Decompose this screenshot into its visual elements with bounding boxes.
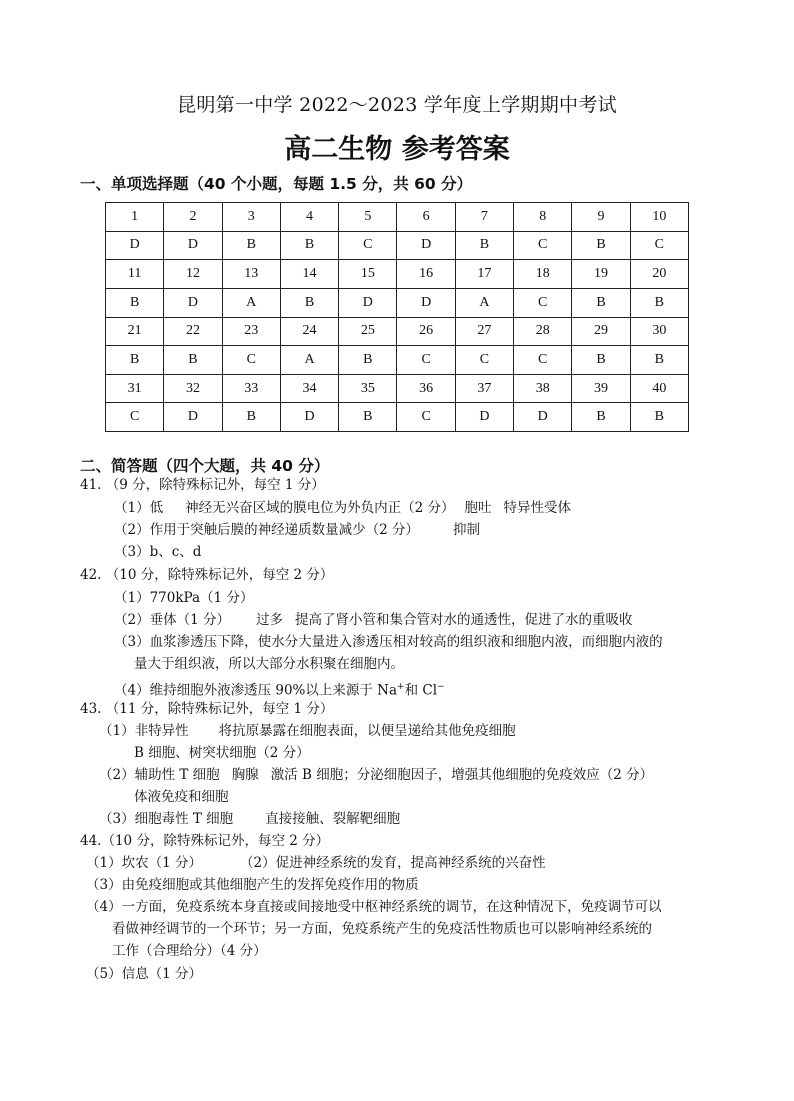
- question-number-cell: 21: [106, 317, 164, 346]
- answer-cell: A: [280, 346, 338, 375]
- answer-cell: C: [514, 346, 572, 375]
- question-number-row: [106, 260, 689, 289]
- page-title: 高二生物 参考答案: [284, 134, 510, 165]
- answer-cell: D: [455, 403, 513, 432]
- question-number-cell: 2: [164, 203, 222, 232]
- q41-answer-1: [114, 499, 571, 517]
- question-number-cell: 17: [455, 260, 513, 289]
- question-number-cell: 1: [106, 203, 164, 232]
- answer-cell: D: [514, 403, 572, 432]
- question-number-cell: 38: [514, 374, 572, 403]
- q43-answer-1: [99, 722, 516, 740]
- q43-answer-1-part-a: （1）非特异性: [99, 723, 189, 739]
- question-number-cell: 4: [280, 203, 338, 232]
- answer-cell: B: [572, 288, 630, 317]
- answer-cell: B: [222, 231, 280, 260]
- q43-answer-1-part-b: 将抗原暴露在细胞表面，以便呈递给其他免疫细胞: [218, 723, 516, 739]
- sodium-charge: +: [397, 682, 405, 692]
- question-number-cell: 36: [397, 374, 455, 403]
- question-number-cell: 40: [630, 374, 688, 403]
- q44-answer-1: （1）坎农（1 分）: [86, 855, 202, 871]
- q43-answer-2-line-2: 体液免疫和细胞: [134, 789, 229, 805]
- question-number-cell: 29: [572, 317, 630, 346]
- answer-key-row: [106, 288, 689, 317]
- answer-cell: C: [397, 403, 455, 432]
- q44-answer-2: （2）促进神经系统的发育，提高神经系统的兴奋性: [239, 855, 546, 871]
- question-number-cell: 24: [280, 317, 338, 346]
- question-number-cell: 27: [455, 317, 513, 346]
- answer-cell: C: [455, 346, 513, 375]
- q43-answer-2: [99, 766, 653, 784]
- question-number-cell: 19: [572, 260, 630, 289]
- question-number-cell: 18: [514, 260, 572, 289]
- question-number-cell: 32: [164, 374, 222, 403]
- q44-answer-4-line-3: 工作（合理给分）（4 分）: [112, 943, 267, 959]
- answer-cell: A: [455, 288, 513, 317]
- answer-cell: C: [222, 346, 280, 375]
- answer-key-row: [106, 346, 689, 375]
- q42-answer-4-text-b: 和 Cl: [404, 682, 438, 699]
- q41-answer-1-part-b: 神经无兴奋区域的膜电位为外负内正（2 分）: [185, 500, 455, 516]
- question-number-cell: 6: [397, 203, 455, 232]
- question-number-cell: 9: [572, 203, 630, 232]
- answer-cell: B: [339, 346, 397, 375]
- question-number-cell: 8: [514, 203, 572, 232]
- q44-answer-5: （5）信息（1 分）: [86, 966, 202, 982]
- q44-heading: 44.（10 分，除特殊标记外，每空 2 分）: [80, 833, 330, 849]
- q43-answer-2-part-a: （2）辅助性 T 细胞: [99, 767, 220, 783]
- answer-key-row: [106, 403, 689, 432]
- answer-cell: C: [106, 403, 164, 432]
- answer-cell: B: [106, 346, 164, 375]
- question-number-cell: 20: [630, 260, 688, 289]
- answer-cell: B: [222, 403, 280, 432]
- answer-cell: D: [106, 231, 164, 260]
- answer-key-row: [106, 231, 689, 260]
- question-number-cell: 25: [339, 317, 397, 346]
- q41-answer-3: （3）b、c、d: [114, 544, 202, 560]
- answer-cell: D: [164, 288, 222, 317]
- question-number-row: [106, 203, 689, 232]
- answer-cell: D: [280, 403, 338, 432]
- question-number-cell: 12: [164, 260, 222, 289]
- q41-answer-1-part-d: 特异性受体: [503, 500, 571, 516]
- q42-heading: 42. （10 分，除特殊标记外，每空 2 分）: [80, 567, 334, 583]
- q44-answer-4-line-1: （4）一方面，免疫系统本身直接或间接地受中枢神经系统的调节，在这种情况下，免疫调节可以: [86, 899, 662, 915]
- section2-heading: 二、简答题（四个大题，共 40 分）: [80, 457, 330, 475]
- q41-answer-2-part-b: 抑制: [452, 522, 480, 538]
- q44-answers-1-2: [86, 854, 546, 872]
- q42-answer-1: （1）770kPa（1 分）: [114, 590, 254, 606]
- answer-cell: D: [164, 231, 222, 260]
- question-number-row: [106, 317, 689, 346]
- q43-answer-2-part-c: 激活 B 细胞；分泌细胞因子，增强其他细胞的免疫效应（2 分）: [270, 767, 654, 783]
- answer-cell: D: [397, 231, 455, 260]
- q43-answer-3: [99, 810, 400, 828]
- answer-cell: B: [339, 403, 397, 432]
- answer-cell: B: [455, 231, 513, 260]
- q42-answer-2: [114, 611, 632, 629]
- question-number-cell: 22: [164, 317, 222, 346]
- question-number-cell: 7: [455, 203, 513, 232]
- question-number-cell: 3: [222, 203, 280, 232]
- answer-cell: B: [280, 288, 338, 317]
- answer-cell: C: [339, 231, 397, 260]
- q42-answer-2-part-a: （2）垂体（1 分）: [114, 612, 230, 628]
- question-number-cell: 28: [514, 317, 572, 346]
- q41-answer-1-part-c: 胞吐: [464, 500, 492, 516]
- answer-cell: B: [280, 231, 338, 260]
- answer-cell: C: [630, 231, 688, 260]
- q44-answer-3: （3）由免疫细胞或其他细胞产生的发挥免疫作用的物质: [86, 877, 419, 893]
- question-number-cell: 39: [572, 374, 630, 403]
- answer-cell: B: [106, 288, 164, 317]
- q41-answer-1-part-a: （1）低: [114, 500, 164, 516]
- question-number-cell: 13: [222, 260, 280, 289]
- question-number-cell: 10: [630, 203, 688, 232]
- answer-cell: C: [397, 346, 455, 375]
- q41-answer-2: [114, 521, 480, 539]
- answer-cell: B: [630, 403, 688, 432]
- answer-cell: B: [164, 346, 222, 375]
- question-number-cell: 35: [339, 374, 397, 403]
- q43-answer-3-part-a: （3）细胞毒性 T 细胞: [99, 811, 234, 827]
- question-number-cell: 31: [106, 374, 164, 403]
- q42-answer-2-part-c: 提高了肾小管和集合管对水的通透性，促进了水的重吸收: [294, 612, 633, 628]
- answer-cell: B: [572, 231, 630, 260]
- question-number-cell: 34: [280, 374, 338, 403]
- q42-answer-3-line-1: （3）血浆渗透压下降，使水分大量进入渗透压相对较高的组织液和细胞内液，而细胞内液的: [114, 634, 663, 650]
- question-number-cell: 11: [106, 260, 164, 289]
- answer-cell: D: [339, 288, 397, 317]
- q43-answer-1-line-2: B 细胞、树突状细胞（2 分）: [134, 745, 310, 761]
- answer-cell: B: [630, 346, 688, 375]
- answer-cell: B: [630, 288, 688, 317]
- answer-table: [105, 202, 689, 432]
- q41-heading: 41. （9 分，除特殊标记外，每空 1 分）: [80, 477, 325, 493]
- q43-answer-3-part-b: 直接接触、裂解靶细胞: [265, 811, 401, 827]
- q42-answer-4: [114, 678, 445, 700]
- q43-answer-2-part-b: 胸腺: [231, 767, 259, 783]
- q41-answer-2-part-a: （2）作用于突触后膜的神经递质数量减少（2 分）: [114, 522, 419, 538]
- school-exam-line: 昆明第一中学 2022～2023 学年度上学期期中考试: [177, 94, 617, 116]
- section1-heading: 一、单项选择题（40 个小题，每题 1.5 分，共 60 分）: [80, 175, 473, 193]
- q42-answer-3-line-2: 量大于组织液，所以大部分水积聚在细胞内。: [134, 656, 404, 672]
- question-number-cell: 30: [630, 317, 688, 346]
- question-number-cell: 33: [222, 374, 280, 403]
- answer-cell: B: [572, 403, 630, 432]
- question-number-cell: 14: [280, 260, 338, 289]
- question-number-row: [106, 374, 689, 403]
- q42-answer-4-text-a: （4）维持细胞外液渗透压 90%以上来源于 Na: [114, 682, 398, 699]
- question-number-cell: 16: [397, 260, 455, 289]
- answer-cell: D: [397, 288, 455, 317]
- q42-answer-2-part-b: 过多: [255, 612, 283, 628]
- answer-cell: D: [164, 403, 222, 432]
- answer-cell: C: [514, 288, 572, 317]
- question-number-cell: 26: [397, 317, 455, 346]
- question-number-cell: 5: [339, 203, 397, 232]
- question-number-cell: 15: [339, 260, 397, 289]
- answer-cell: B: [572, 346, 630, 375]
- chloride-charge: −: [437, 682, 445, 692]
- q43-heading: 43. （11 分，除特殊标记外，每空 1 分）: [80, 701, 334, 717]
- q44-answer-4-line-2: 看做神经调节的一个环节；另一方面，免疫系统产生的免疫活性物质也可以影响神经系统的: [112, 921, 652, 937]
- question-number-cell: 37: [455, 374, 513, 403]
- answer-cell: A: [222, 288, 280, 317]
- question-number-cell: 23: [222, 317, 280, 346]
- answer-cell: C: [514, 231, 572, 260]
